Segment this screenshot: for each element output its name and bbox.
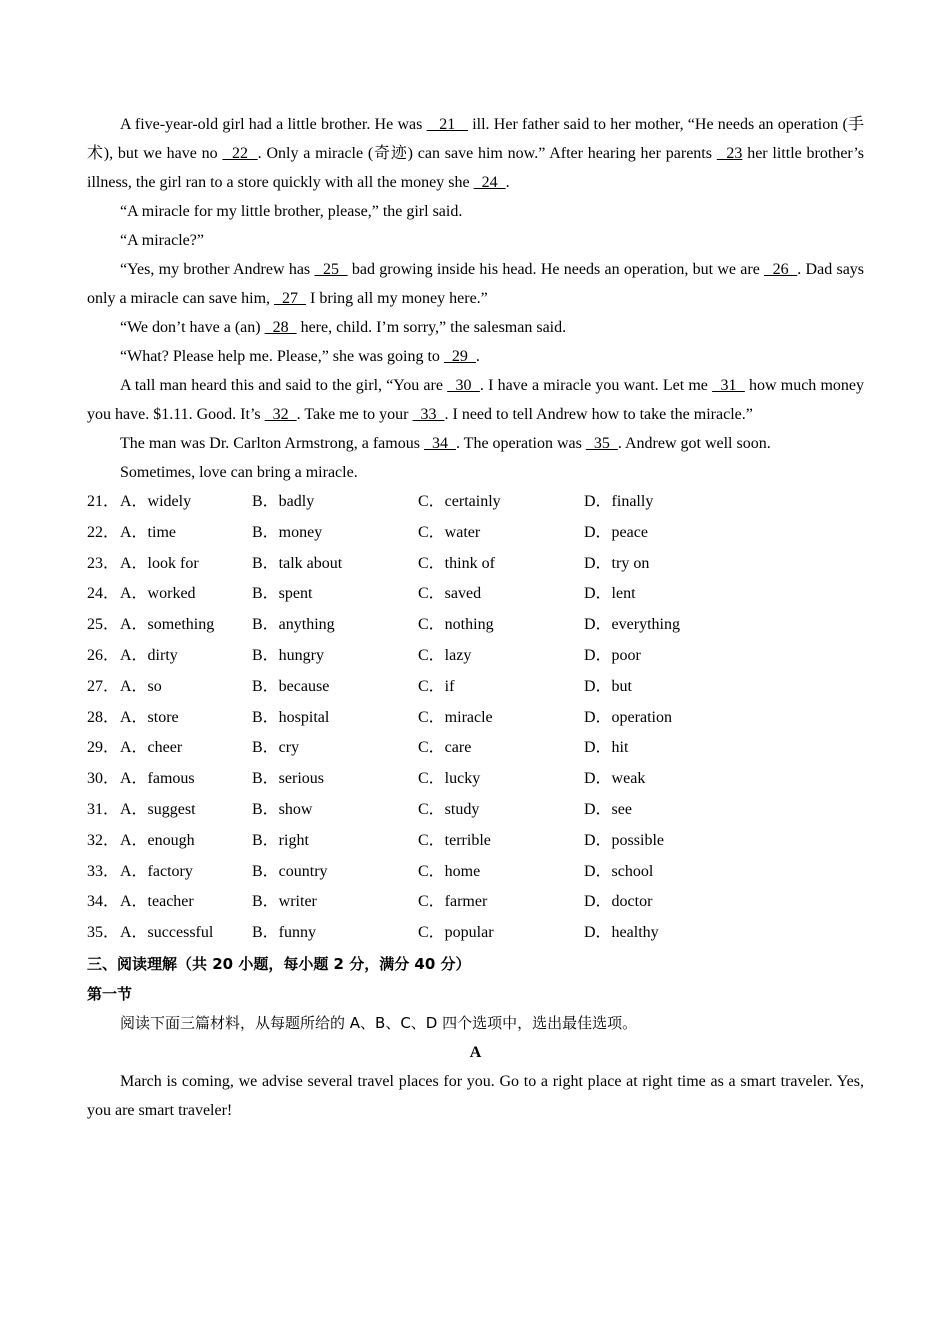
question-number: 29． <box>87 739 120 757</box>
option-c: C．if <box>418 677 455 695</box>
passage-paragraph-1 <box>87 110 864 197</box>
option-row <box>87 610 864 641</box>
passage-label: A <box>469 1043 482 1061</box>
option-a: A．dirty <box>120 646 178 664</box>
passage-text: . Only a miracle (奇迹) can save him now.” After hearing her parents <box>257 145 717 162</box>
passage-text: “What? Please help me. Please,” she was going to <box>120 348 444 365</box>
option-c: C．study <box>418 800 480 818</box>
question-number: 34． <box>87 893 120 911</box>
blank-26: 26 <box>764 261 798 278</box>
option-a: A．store <box>120 708 179 726</box>
option-a: A．enough <box>120 831 195 849</box>
option-d: D．operation <box>584 708 672 726</box>
option-c: C．saved <box>418 585 482 603</box>
blank-30: 30 <box>447 377 480 394</box>
option-row <box>87 764 864 795</box>
option-c: C．certainly <box>418 493 501 510</box>
option-b: B．funny <box>252 924 317 942</box>
option-row <box>87 887 864 918</box>
passage-text: . Dad says only a miracle can save him, <box>87 261 865 307</box>
question-number: 32． <box>87 831 120 849</box>
option-a: A．widely <box>120 493 192 510</box>
option-a: A．suggest <box>120 800 196 818</box>
option-c: C．home <box>418 862 481 880</box>
option-c: C．miracle <box>418 708 493 726</box>
question-number: 25． <box>87 616 120 634</box>
exam-page <box>87 110 864 1125</box>
blank-24: 24 <box>473 174 506 191</box>
section-heading: 三、阅读理解（共 20 小题，每小题 2 分，满分 40 分） <box>87 954 471 973</box>
option-d: D．hit <box>584 739 629 757</box>
question-number: 24． <box>87 585 120 603</box>
section-instruction: 阅读下面三篇材料，从每题所给的 A、B、C、D 四个选项中，选出最佳选项。 <box>120 1013 638 1032</box>
option-row <box>87 672 864 703</box>
section-subheading: 第一节 <box>87 984 133 1003</box>
passage-text: . <box>505 174 510 191</box>
option-b: B．anything <box>252 616 335 634</box>
blank-31: 31 <box>712 377 745 394</box>
question-number: 35． <box>87 924 120 942</box>
option-row <box>87 487 864 518</box>
option-row <box>87 641 864 672</box>
passage-paragraph-5 <box>87 313 864 342</box>
option-row <box>87 579 864 610</box>
passage-paragraph-8 <box>87 429 864 458</box>
passage-text: A five-year-old girl had a little brother. He was <box>120 116 427 133</box>
option-b: B．serious <box>252 770 325 788</box>
passage-text: . Andrew got well soon. <box>617 435 771 452</box>
question-number: 33． <box>87 862 120 880</box>
option-b: B．talk about <box>252 554 343 572</box>
option-b: B．money <box>252 523 323 541</box>
option-b: B．badly <box>252 493 315 510</box>
option-d: D．finally <box>584 493 654 510</box>
option-d: D．healthy <box>584 924 659 942</box>
question-number: 21． <box>87 493 120 510</box>
option-a: A．famous <box>120 770 195 788</box>
option-a: A．look for <box>120 554 199 572</box>
option-c: C．farmer <box>418 893 488 911</box>
blank-33: 33 <box>412 406 445 423</box>
passage-text: . I need to tell Andrew how to take the miracle.” <box>444 406 753 423</box>
option-b: B．show <box>252 800 313 818</box>
blank-21: 21 <box>426 116 468 133</box>
option-a: A．cheer <box>120 739 183 757</box>
option-row <box>87 918 864 949</box>
option-c: C．lazy <box>418 646 472 664</box>
option-d: D．possible <box>584 831 665 849</box>
option-row <box>87 703 864 734</box>
option-d: D．lent <box>584 585 636 603</box>
passage-text: . <box>475 348 480 365</box>
passage-text: “Yes, my brother Andrew has <box>120 261 315 278</box>
blank-27: 27 <box>274 290 307 307</box>
question-number: 31． <box>87 800 120 818</box>
passage-text: I bring all my money here.” <box>306 290 488 307</box>
option-d: D．doctor <box>584 893 653 911</box>
option-c: C．water <box>418 523 481 541</box>
option-a: A．successful <box>120 924 214 942</box>
option-d: D．peace <box>584 523 648 541</box>
question-number: 30． <box>87 770 120 788</box>
option-d: D．everything <box>584 616 680 634</box>
option-b: B．spent <box>252 585 313 603</box>
passage-paragraph-7 <box>87 371 864 429</box>
option-a: A．factory <box>120 862 193 880</box>
passage-paragraph-3: “A miracle?” <box>120 232 204 249</box>
option-b: B．writer <box>252 893 317 911</box>
option-c: C．nothing <box>418 616 494 634</box>
option-b: B．hospital <box>252 708 330 726</box>
option-c: C．terrible <box>418 831 491 849</box>
option-b: B．country <box>252 862 328 880</box>
passage-paragraph-9: Sometimes, love can bring a miracle. <box>120 464 358 481</box>
passage-text: A tall man heard this and said to the girl, “You are <box>120 377 448 394</box>
option-d: D．poor <box>584 646 641 664</box>
option-b: B．hungry <box>252 646 325 664</box>
option-c: C．popular <box>418 924 494 942</box>
option-a: A．so <box>120 677 162 695</box>
question-number: 23． <box>87 554 120 572</box>
reading-intro: March is coming, we advise several travel places for you. Go to a right place at right time as a smart traveler. Yes, you are smart traveler! <box>87 1072 864 1119</box>
blank-34: 34 <box>423 435 456 452</box>
option-c: C．think of <box>418 554 495 572</box>
option-row <box>87 733 864 764</box>
passage-paragraph-2: “A miracle for my little brother, please,” the girl said. <box>120 203 463 220</box>
option-row <box>87 549 864 580</box>
option-row <box>87 795 864 826</box>
passage-text: ill. Her father said to her mother, “He needs an operation (手术), but we have no <box>87 116 865 162</box>
option-b: B．cry <box>252 739 300 757</box>
option-row <box>87 518 864 549</box>
option-row <box>87 857 864 888</box>
option-c: C．lucky <box>418 770 481 788</box>
passage-paragraph-6 <box>87 342 864 371</box>
blank-28: 28 <box>264 319 297 336</box>
option-d: D．see <box>584 800 632 818</box>
option-b: B．right <box>252 831 309 849</box>
passage-paragraph-4 <box>87 255 864 313</box>
question-number: 28． <box>87 708 120 726</box>
option-a: A．teacher <box>120 893 194 911</box>
option-a: A．something <box>120 616 215 634</box>
option-c: C．care <box>418 739 472 757</box>
option-a: A．time <box>120 523 176 541</box>
options-list <box>87 487 864 949</box>
blank-22: 22 <box>222 145 258 162</box>
blank-25: 25 <box>314 261 348 278</box>
passage-text: here, child. I’m sorry,” the salesman said. <box>296 319 567 336</box>
option-a: A．worked <box>120 585 196 603</box>
option-d: D．school <box>584 862 654 880</box>
blank-23: 23 <box>716 145 743 162</box>
passage-text: her little brother’s illness, the girl ran to a store quickly with all the money she <box>87 145 865 191</box>
passage-text: The man was Dr. Carlton Armstrong, a famous <box>120 435 424 452</box>
passage-text: bad growing inside his head. He needs an operation, but we are <box>347 261 765 278</box>
passage-text: how much money you have. $1.11. Good. It’s <box>87 377 865 423</box>
option-d: D．but <box>584 677 633 695</box>
blank-35: 35 <box>585 435 618 452</box>
question-number: 22． <box>87 523 120 541</box>
passage-text: . Take me to your <box>296 406 413 423</box>
blank-29: 29 <box>443 348 476 365</box>
question-number: 27． <box>87 677 120 695</box>
question-number: 26． <box>87 646 120 664</box>
passage-text: . I have a miracle you want. Let me <box>479 377 713 394</box>
option-row <box>87 826 864 857</box>
option-d: D．weak <box>584 770 646 788</box>
blank-32: 32 <box>264 406 297 423</box>
option-b: B．because <box>252 677 330 695</box>
passage-text: “We don’t have a (an) <box>120 319 265 336</box>
passage-text: . The operation was <box>455 435 586 452</box>
option-d: D．try on <box>584 554 650 572</box>
